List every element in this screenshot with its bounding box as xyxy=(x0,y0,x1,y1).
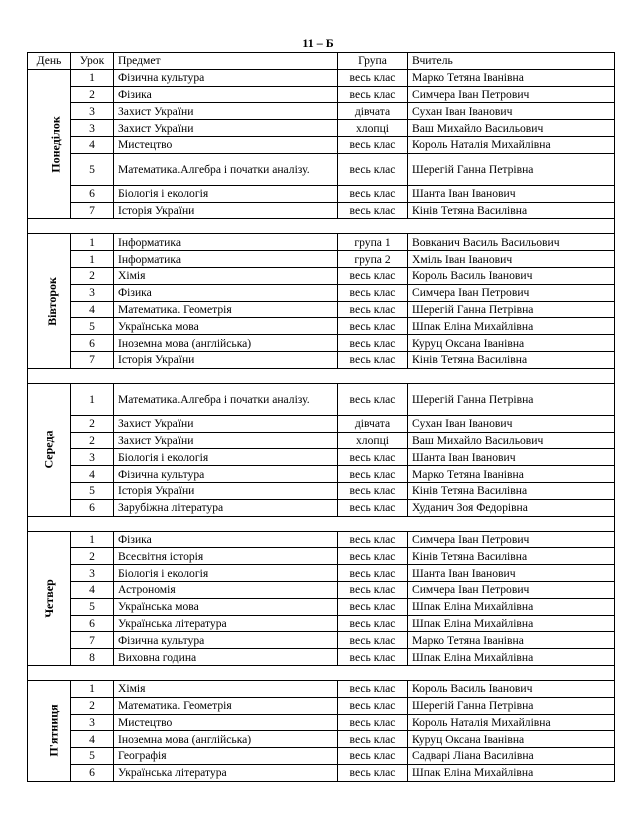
group-cell: весь клас xyxy=(338,581,408,598)
subject-cell: Захист України xyxy=(114,120,338,137)
table-row xyxy=(28,267,615,284)
teacher-cell: Шанта Іван Іванович xyxy=(408,449,615,466)
subject-cell: Захист України xyxy=(114,432,338,449)
teacher-cell: Шанта Іван Іванович xyxy=(408,185,615,202)
day-cell xyxy=(28,69,71,219)
table-row xyxy=(28,136,615,153)
subject-cell: Фізика xyxy=(114,284,338,301)
group-cell: весь клас xyxy=(338,449,408,466)
lesson-number: 2 xyxy=(71,697,114,714)
group-cell: весь клас xyxy=(338,764,408,781)
lesson-number: 3 xyxy=(71,284,114,301)
lesson-number: 6 xyxy=(71,335,114,352)
table-row xyxy=(28,531,615,548)
teacher-cell: Шерегій Ганна Петрівна xyxy=(408,301,615,318)
subject-cell: Іноземна мова (англійська) xyxy=(114,731,338,748)
subject-cell: Фізична культура xyxy=(114,632,338,649)
lesson-number: 2 xyxy=(71,415,114,432)
group-cell: група 1 xyxy=(338,234,408,251)
lesson-number: 6 xyxy=(71,764,114,781)
header-row xyxy=(28,53,615,70)
lesson-number: 7 xyxy=(71,351,114,368)
group-cell: дівчата xyxy=(338,103,408,120)
group-cell: хлопці xyxy=(338,120,408,137)
subject-cell: Українська література xyxy=(114,764,338,781)
teacher-cell: Вовканич Василь Васильович xyxy=(408,234,615,251)
group-cell: хлопці xyxy=(338,432,408,449)
subject-cell: Зарубіжна література xyxy=(114,499,338,516)
group-cell: весь клас xyxy=(338,548,408,565)
group-cell: весь клас xyxy=(338,153,408,185)
day-name: П'ятниця xyxy=(46,704,61,757)
table-row xyxy=(28,632,615,649)
schedule-body xyxy=(28,69,615,781)
group-cell: весь клас xyxy=(338,301,408,318)
subject-cell: Українська література xyxy=(114,615,338,632)
table-row xyxy=(28,482,615,499)
table-row xyxy=(28,697,615,714)
group-cell: група 2 xyxy=(338,251,408,268)
separator-cell xyxy=(28,219,615,234)
lesson-number: 1 xyxy=(71,680,114,697)
teacher-cell: Симчера Іван Петрович xyxy=(408,531,615,548)
teacher-cell: Куруц Оксана Іванівна xyxy=(408,731,615,748)
teacher-cell: Шерегій Ганна Петрівна xyxy=(408,697,615,714)
day-name: Середа xyxy=(41,430,56,469)
table-row xyxy=(28,499,615,516)
lesson-number: 1 xyxy=(71,69,114,86)
group-cell: весь клас xyxy=(338,351,408,368)
day-cell xyxy=(28,234,71,368)
table-row xyxy=(28,680,615,697)
table-row xyxy=(28,581,615,598)
table-row xyxy=(28,301,615,318)
lesson-number: 5 xyxy=(71,153,114,185)
table-row xyxy=(28,251,615,268)
group-cell: весь клас xyxy=(338,632,408,649)
table-row xyxy=(28,234,615,251)
subject-cell: Фізика xyxy=(114,531,338,548)
group-cell: весь клас xyxy=(338,335,408,352)
group-cell: весь клас xyxy=(338,284,408,301)
header-group: Група xyxy=(338,53,408,70)
subject-cell: Мистецтво xyxy=(114,136,338,153)
group-cell: весь клас xyxy=(338,714,408,731)
teacher-cell: Король Василь Іванович xyxy=(408,267,615,284)
day-separator xyxy=(28,516,615,531)
subject-cell: Фізична культура xyxy=(114,69,338,86)
lesson-number: 5 xyxy=(71,748,114,765)
day-name: Вівторок xyxy=(44,276,59,326)
subject-cell: Історія України xyxy=(114,351,338,368)
day-cell xyxy=(28,383,71,516)
lesson-number: 2 xyxy=(71,86,114,103)
group-cell: весь клас xyxy=(338,748,408,765)
group-cell: весь клас xyxy=(338,136,408,153)
subject-cell: Математика.Алгебра і початки аналізу. xyxy=(114,383,338,415)
day-cell xyxy=(28,680,71,781)
schedule-title: 11 – Б xyxy=(302,36,334,50)
table-row xyxy=(28,335,615,352)
lesson-number: 6 xyxy=(71,185,114,202)
teacher-cell: Король Наталія Михайлівна xyxy=(408,136,615,153)
teacher-cell: Симчера Іван Петрович xyxy=(408,284,615,301)
separator-cell xyxy=(28,368,615,383)
table-row xyxy=(28,598,615,615)
header-teacher: Вчитель xyxy=(408,53,615,70)
table-row xyxy=(28,714,615,731)
table-row xyxy=(28,466,615,483)
table-row xyxy=(28,318,615,335)
day-name: Четвер xyxy=(41,578,56,618)
group-cell: весь клас xyxy=(338,565,408,582)
teacher-cell: Шпак Еліна Михайлівна xyxy=(408,598,615,615)
subject-cell: Фізична культура xyxy=(114,466,338,483)
group-cell: весь клас xyxy=(338,202,408,219)
lesson-number: 3 xyxy=(71,565,114,582)
teacher-cell: Марко Тетяна Іванівна xyxy=(408,466,615,483)
subject-cell: Мистецтво xyxy=(114,714,338,731)
lesson-number: 1 xyxy=(71,531,114,548)
table-row xyxy=(28,86,615,103)
group-cell: весь клас xyxy=(338,531,408,548)
teacher-cell: Симчера Іван Петрович xyxy=(408,581,615,598)
table-row xyxy=(28,449,615,466)
teacher-cell: Кінів Тетяна Василівна xyxy=(408,548,615,565)
table-row xyxy=(28,764,615,781)
lesson-number: 2 xyxy=(71,432,114,449)
table-row xyxy=(28,383,615,415)
group-cell: весь клас xyxy=(338,69,408,86)
group-cell: весь клас xyxy=(338,615,408,632)
teacher-cell: Шпак Еліна Михайлівна xyxy=(408,649,615,666)
separator-cell xyxy=(28,665,615,680)
lesson-number: 2 xyxy=(71,267,114,284)
group-cell: весь клас xyxy=(338,598,408,615)
subject-cell: Математика. Геометрія xyxy=(114,697,338,714)
group-cell: весь клас xyxy=(338,466,408,483)
subject-cell: Історія України xyxy=(114,202,338,219)
teacher-cell: Кінів Тетяна Василівна xyxy=(408,482,615,499)
subject-cell: Захист України xyxy=(114,415,338,432)
teacher-cell: Шпак Еліна Михайлівна xyxy=(408,615,615,632)
lesson-number: 3 xyxy=(71,714,114,731)
lesson-number: 3 xyxy=(71,103,114,120)
teacher-cell: Садварі Ліана Василівна xyxy=(408,748,615,765)
subject-cell: Біологія і екологія xyxy=(114,185,338,202)
subject-cell: Історія України xyxy=(114,482,338,499)
group-cell: весь клас xyxy=(338,499,408,516)
subject-cell: Іноземна мова (англійська) xyxy=(114,335,338,352)
subject-cell: Фізика xyxy=(114,86,338,103)
group-cell: весь клас xyxy=(338,267,408,284)
subject-cell: Біологія і екологія xyxy=(114,565,338,582)
group-cell: весь клас xyxy=(338,185,408,202)
subject-cell: Хімія xyxy=(114,680,338,697)
teacher-cell: Шерегій Ганна Петрівна xyxy=(408,153,615,185)
table-row xyxy=(28,120,615,137)
subject-cell: Інформатика xyxy=(114,251,338,268)
lesson-number: 7 xyxy=(71,202,114,219)
lesson-number: 1 xyxy=(71,383,114,415)
table-row xyxy=(28,432,615,449)
table-row xyxy=(28,153,615,185)
subject-cell: Географія xyxy=(114,748,338,765)
subject-cell: Захист України xyxy=(114,103,338,120)
teacher-cell: Король Наталія Михайлівна xyxy=(408,714,615,731)
table-row xyxy=(28,548,615,565)
header-subject: Предмет xyxy=(114,53,338,70)
table-row xyxy=(28,731,615,748)
lesson-number: 1 xyxy=(71,234,114,251)
lesson-number: 4 xyxy=(71,136,114,153)
subject-cell: Всесвітня історія xyxy=(114,548,338,565)
lesson-number: 8 xyxy=(71,649,114,666)
table-row xyxy=(28,565,615,582)
teacher-cell: Шерегій Ганна Петрівна xyxy=(408,383,615,415)
teacher-cell: Шпак Еліна Михайлівна xyxy=(408,764,615,781)
teacher-cell: Марко Тетяна Іванівна xyxy=(408,632,615,649)
table-row xyxy=(28,103,615,120)
table-row xyxy=(28,202,615,219)
table-row xyxy=(28,615,615,632)
teacher-cell: Хміль Іван Іванович xyxy=(408,251,615,268)
group-cell: весь клас xyxy=(338,482,408,499)
table-row xyxy=(28,415,615,432)
teacher-cell: Ваш Михайло Васильович xyxy=(408,432,615,449)
subject-cell: Біологія і екологія xyxy=(114,449,338,466)
group-cell: весь клас xyxy=(338,649,408,666)
lesson-number: 7 xyxy=(71,632,114,649)
lesson-number: 5 xyxy=(71,318,114,335)
teacher-cell: Шанта Іван Іванович xyxy=(408,565,615,582)
subject-cell: Виховна година xyxy=(114,649,338,666)
group-cell: весь клас xyxy=(338,86,408,103)
separator-cell xyxy=(28,516,615,531)
teacher-cell: Худанич Зоя Федорівна xyxy=(408,499,615,516)
lesson-number: 4 xyxy=(71,466,114,483)
day-separator xyxy=(28,219,615,234)
teacher-cell: Марко Тетяна Іванівна xyxy=(408,69,615,86)
group-cell: весь клас xyxy=(338,680,408,697)
lesson-number: 5 xyxy=(71,598,114,615)
lesson-number: 3 xyxy=(71,449,114,466)
teacher-cell: Кінів Тетяна Василівна xyxy=(408,202,615,219)
day-cell xyxy=(28,531,71,665)
group-cell: весь клас xyxy=(338,731,408,748)
lesson-number: 4 xyxy=(71,731,114,748)
group-cell: весь клас xyxy=(338,697,408,714)
teacher-cell: Сухан Іван Іванович xyxy=(408,415,615,432)
table-row xyxy=(28,284,615,301)
lesson-number: 4 xyxy=(71,301,114,318)
lesson-number: 6 xyxy=(71,615,114,632)
teacher-cell: Кінів Тетяна Василівна xyxy=(408,351,615,368)
schedule-table xyxy=(27,52,615,782)
table-row xyxy=(28,748,615,765)
subject-cell: Математика. Геометрія xyxy=(114,301,338,318)
header-lesson: Урок xyxy=(71,53,114,70)
teacher-cell: Куруц Оксана Іванівна xyxy=(408,335,615,352)
teacher-cell: Шпак Еліна Михайлівна xyxy=(408,318,615,335)
day-separator xyxy=(28,665,615,680)
lesson-number: 3 xyxy=(71,120,114,137)
day-name: Понеділок xyxy=(48,115,63,173)
table-row xyxy=(28,649,615,666)
teacher-cell: Сухан Іван Іванович xyxy=(408,103,615,120)
subject-cell: Хімія xyxy=(114,267,338,284)
teacher-cell: Король Василь Іванович xyxy=(408,680,615,697)
day-separator xyxy=(28,368,615,383)
lesson-number: 4 xyxy=(71,581,114,598)
subject-cell: Астрономія xyxy=(114,581,338,598)
lesson-number: 6 xyxy=(71,499,114,516)
subject-cell: Українська мова xyxy=(114,598,338,615)
subject-cell: Інформатика xyxy=(114,234,338,251)
teacher-cell: Симчера Іван Петрович xyxy=(408,86,615,103)
teacher-cell: Ваш Михайло Васильович xyxy=(408,120,615,137)
group-cell: весь клас xyxy=(338,318,408,335)
header-day: День xyxy=(28,53,71,70)
group-cell: дівчата xyxy=(338,415,408,432)
lesson-number: 5 xyxy=(71,482,114,499)
subject-cell: Математика.Алгебра і початки аналізу. xyxy=(114,153,338,185)
lesson-number: 2 xyxy=(71,548,114,565)
lesson-number: 1 xyxy=(71,251,114,268)
table-row xyxy=(28,185,615,202)
table-row xyxy=(28,351,615,368)
table-row xyxy=(28,69,615,86)
group-cell: весь клас xyxy=(338,383,408,415)
subject-cell: Українська мова xyxy=(114,318,338,335)
